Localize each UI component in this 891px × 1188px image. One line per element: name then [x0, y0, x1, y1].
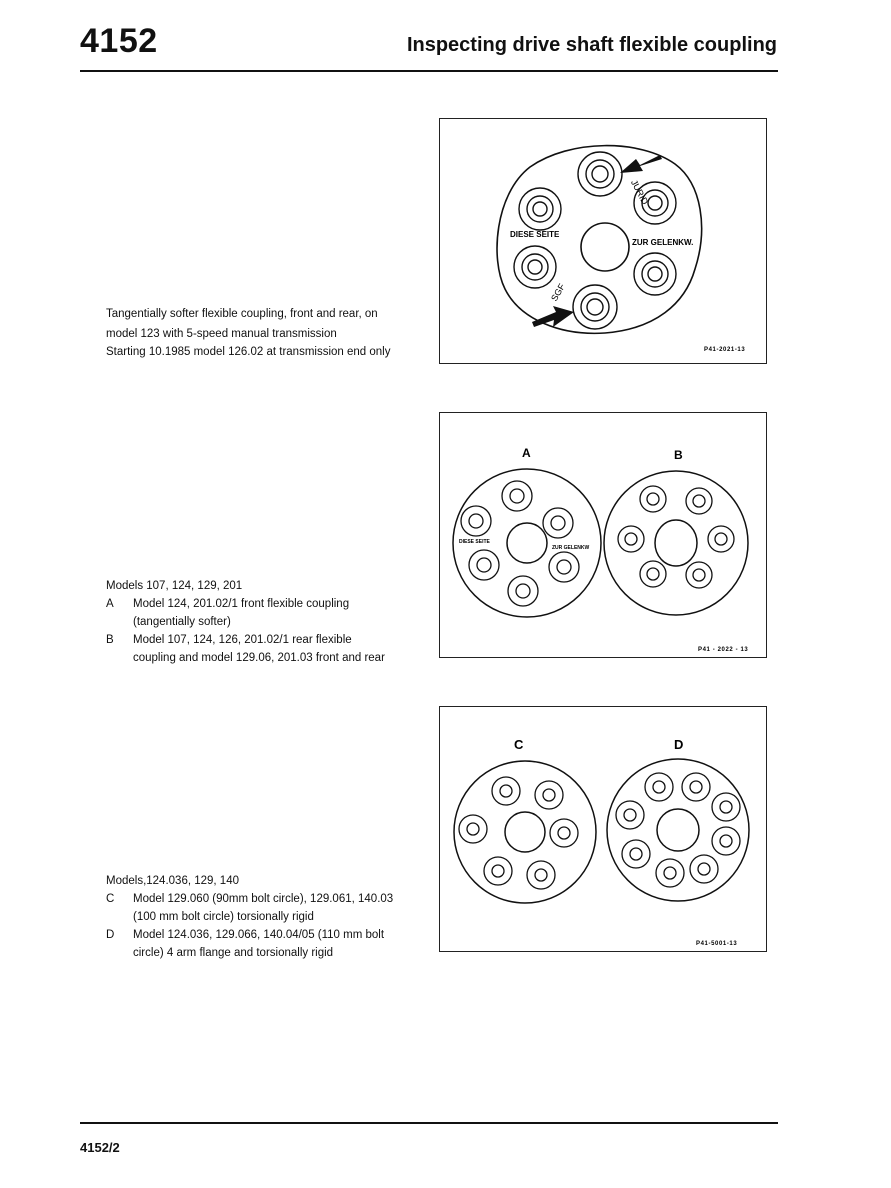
item-text: Model 124.036, 129.066, 140.04/05 (110 mm bolt	[133, 929, 385, 941]
figure-1-sgf-label: SGF	[549, 281, 567, 303]
item-text-cont: circle) 4 arm flange and torsionally rigid	[133, 947, 334, 959]
figure-3-label-c: C	[514, 737, 524, 752]
item-text-cont: (100 mm bolt circle) torsionally rigid	[133, 911, 314, 923]
item-text-cont: (tangentially softer)	[133, 616, 231, 628]
header-rule	[80, 70, 778, 72]
figure-2-drawing	[440, 413, 766, 657]
section-2-text	[106, 577, 426, 667]
figure-2-label-b: B	[674, 448, 683, 462]
item-text: Model 107, 124, 126, 201.02/1 rear flexible	[133, 634, 352, 646]
figure-3-drawing	[440, 707, 766, 951]
section-3-item-d	[106, 926, 426, 962]
section-2-item-b	[106, 631, 426, 667]
section-3-item-c	[106, 890, 426, 926]
footer-rule	[80, 1122, 778, 1124]
figure-2-ref: P41 - 2022 - 13	[698, 647, 749, 653]
figure-3-ref: P41-5001-13	[696, 941, 738, 947]
figure-3-label-d: D	[674, 737, 684, 752]
figure-1-drawing	[440, 119, 766, 363]
section-number: 4152	[80, 22, 158, 60]
section-1-line-2: model 123 with 5-speed manual transmission	[106, 328, 337, 340]
figure-1-coupling	[439, 118, 767, 364]
section-2-intro: Models 107, 124, 129, 201	[106, 580, 243, 592]
figure-3-couplings	[439, 706, 767, 952]
figure-2-zur-label: ZUR GELENKW	[552, 545, 590, 551]
figure-1-zur-label: ZUR GELENKW.	[632, 238, 694, 247]
section-1-line-3: Starting 10.1985 model 126.02 at transmission end only	[106, 346, 391, 358]
figure-1-ref: P41-2021-13	[704, 347, 746, 353]
section-3-text	[106, 872, 426, 962]
item-label: B	[106, 634, 114, 646]
page-title: Inspecting drive shaft flexible coupling	[406, 34, 777, 56]
item-text: Model 124, 201.02/1 front flexible coupling	[133, 598, 350, 610]
section-2-item-a	[106, 595, 426, 631]
section-1-text	[106, 304, 426, 362]
item-text: Model 129.060 (90mm bolt circle), 129.061, 140.03	[133, 893, 394, 905]
item-label: C	[106, 893, 115, 905]
page-number: 4152/2	[80, 1140, 120, 1155]
item-label: D	[106, 929, 115, 941]
section-1-line-1: Tangentially softer flexible coupling, front and rear, on	[106, 308, 378, 320]
figure-2-couplings	[439, 412, 767, 658]
section-3-intro: Models,124.036, 129, 140	[106, 875, 239, 887]
figure-2-label-a: A	[522, 446, 531, 460]
figure-2-diese-label: DIESE SEITE	[459, 539, 490, 545]
item-label: A	[106, 598, 114, 610]
figure-1-diese-label: DIESE SEITE	[510, 230, 560, 239]
figure-1-jurid-label: JURID	[628, 178, 651, 207]
item-text-cont: coupling and model 129.06, 201.03 front and rear	[133, 652, 385, 664]
